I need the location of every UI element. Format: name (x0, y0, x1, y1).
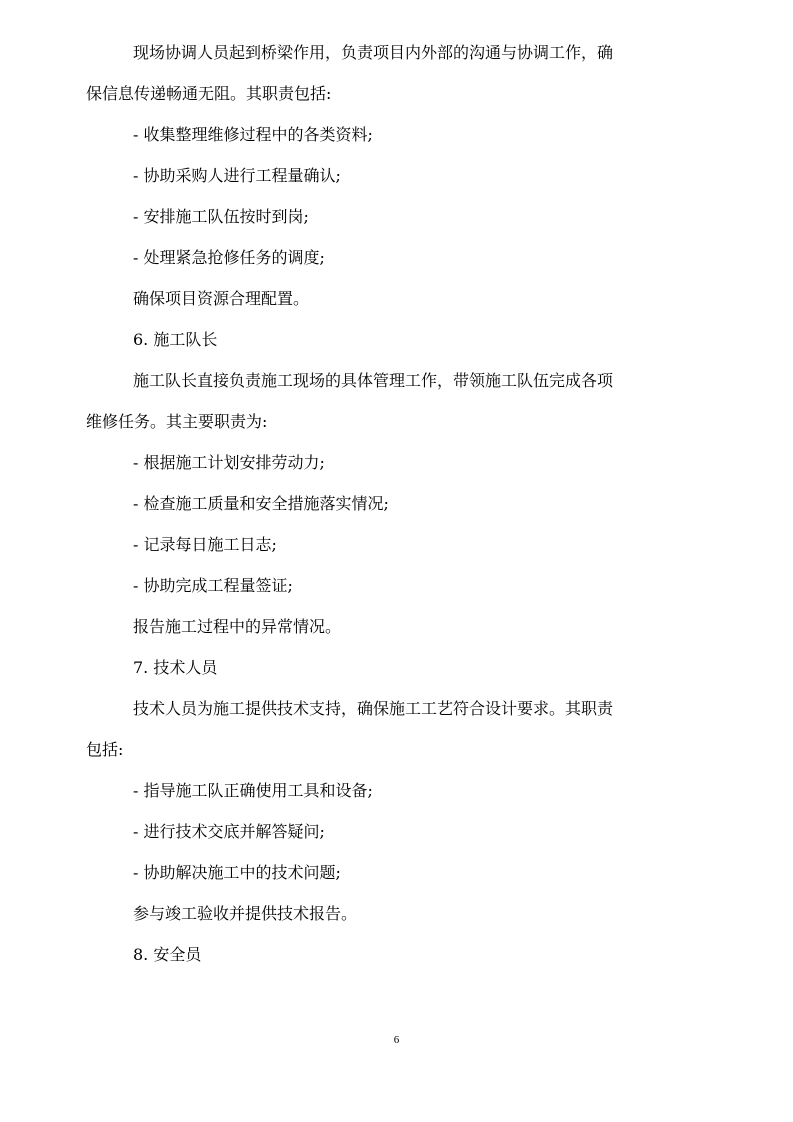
page-number: 6 (393, 1034, 400, 1046)
section-heading: 7. 技术人员 (133, 658, 218, 677)
list-item: - 协助采购人进行工程量确认; (133, 166, 341, 185)
paragraph-line: 现场协调人员起到桥梁作用，负责项目内外部的沟通与协调工作，确 (133, 43, 614, 62)
list-item: - 进行技术交底并解答疑问; (133, 822, 325, 841)
paragraph-line: 确保项目资源合理配置。 (133, 289, 310, 308)
list-item: - 根据施工计划安排劳动力; (133, 453, 325, 472)
list-item: - 检查施工质量和安全措施落实情况; (133, 494, 389, 513)
paragraph-line: 参与竣工验收并提供技术报告。 (133, 904, 358, 923)
paragraph-line: 包括: (86, 740, 124, 759)
list-item: - 处理紧急抢修任务的调度; (133, 248, 325, 267)
list-item: - 指导施工队正确使用工具和设备; (133, 781, 373, 800)
paragraph-line: 维修任务。其主要职责为: (86, 412, 268, 431)
paragraph-line: 保信息传递畅通无阻。其职责包括: (86, 84, 332, 103)
list-item: - 协助完成工程量签证; (133, 576, 293, 595)
list-item: - 记录每日施工日志; (133, 535, 277, 554)
list-item: - 安排施工队伍按时到岗; (133, 207, 309, 226)
paragraph-line: 施工队长直接负责施工现场的具体管理工作，带领施工队伍完成各项 (133, 371, 614, 390)
section-heading: 8. 安全员 (133, 945, 202, 964)
list-item: - 协助解决施工中的技术问题; (133, 863, 341, 882)
paragraph-line: 报告施工过程中的异常情况。 (133, 617, 342, 636)
paragraph-line: 技术人员为施工提供技术支持，确保施工工艺符合设计要求。其职责 (133, 699, 614, 718)
section-heading: 6. 施工队长 (133, 330, 218, 349)
list-item: - 收集整理维修过程中的各类资料; (133, 125, 373, 144)
